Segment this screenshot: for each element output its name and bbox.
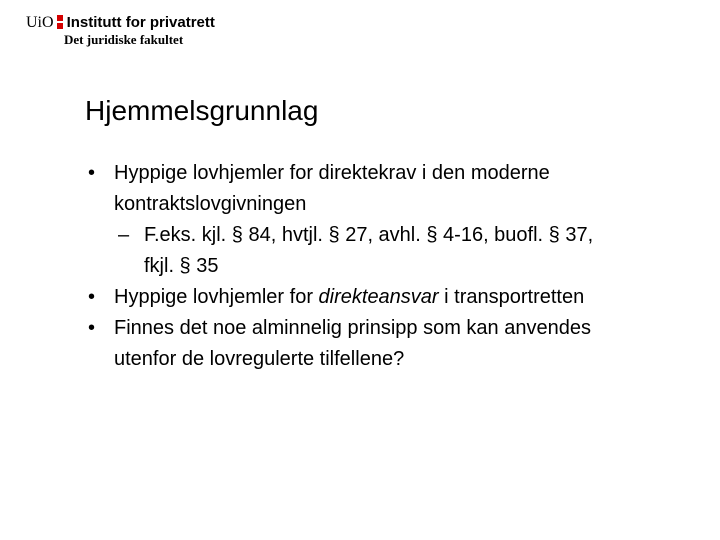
bullet-text-plain: Hyppige lovhjemler for [114,286,319,308]
bullet-text-italic: direkteansvar [318,286,439,308]
sub-bullet-text-line: fkjl. § 35 [144,255,219,277]
slide-title: Hjemmelsgrunnlag [85,95,319,126]
bullet-text-plain: i transportretten [438,286,585,308]
logo-institute-text: Institutt for privatrett [66,14,215,31]
bullet-marker: • [88,317,96,339]
bullet-item-2 [88,282,708,313]
logo-colon-icon [57,14,63,28]
logo-line-1 [26,14,215,32]
bullet-text-line [114,282,708,313]
logo-uio-text: UiO [26,14,54,31]
bullet-text-line: Finnes det noe alminnelig prinsipp som kan anvendes [114,317,591,339]
sub-bullet-item-1 [88,220,708,282]
bullet-item-1 [88,158,708,220]
bullet-marker: • [88,286,96,308]
bullet-list [88,158,708,375]
logo-faculty-text: Det juridiske fakultet [64,32,184,47]
bullet-item-3 [88,313,708,375]
bullet-text-line: Hyppige lovhjemler for direktekrav i den moderne [114,162,550,184]
bullet-marker: • [88,162,96,184]
sub-bullet-marker: – [118,224,130,246]
sub-bullet-text-line: F.eks. kjl. § 84, hvtjl. § 27, avhl. § 4-16, buofl. § 37, [144,224,594,246]
bullet-text-line: utenfor de lovregulerte tilfellene? [114,348,405,370]
bullet-text-line: kontraktslovgivningen [114,193,307,215]
